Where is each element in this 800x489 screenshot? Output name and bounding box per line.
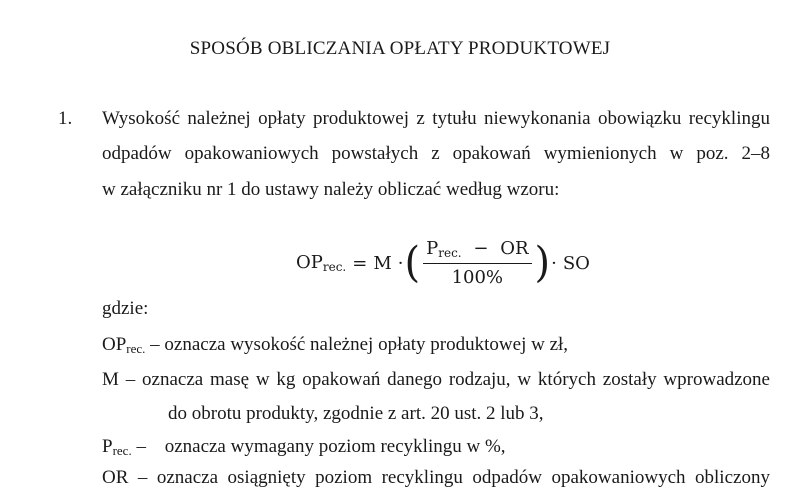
word: odpadów (102, 143, 172, 164)
word: 2–8 (741, 143, 770, 164)
word: tytułu (432, 108, 477, 129)
formula-equals: = (352, 252, 368, 274)
word: recyklingu (688, 108, 770, 129)
word: kg (276, 369, 296, 390)
word: opakowań (302, 369, 381, 390)
formula-close-paren: ) (534, 238, 551, 288)
word: poziom (315, 467, 373, 488)
word: M (102, 369, 119, 390)
word: zostały (602, 369, 657, 390)
word: osiągnięty (227, 467, 306, 488)
word: obliczony (695, 467, 770, 488)
word: wprowadzone (663, 369, 770, 390)
word: Wysokość (102, 108, 181, 129)
word: OR (102, 467, 129, 488)
formula-numerator: $P_{rec.}$ − OR (423, 238, 531, 264)
document-title: SPOSÓB OBLICZANIA OPŁATY PRODUKTOWEJ (189, 38, 611, 59)
formula-so: SO (562, 252, 590, 274)
word: opakowaniowych (184, 143, 319, 164)
word: masę (210, 369, 250, 390)
word: wymienionych (543, 143, 657, 164)
definition-op: $OP_{rec.}$ – oznacza wysokość należnej opłaty produktowej w zł, (102, 334, 569, 356)
word: powstałych (331, 143, 419, 164)
word: poz. (696, 143, 729, 164)
formula-denominator: 100% (451, 267, 504, 288)
word: opakowaniowych (551, 467, 686, 488)
word: z (431, 143, 440, 164)
word: odpadów (472, 467, 543, 488)
word: oznacza (156, 467, 219, 488)
word: rodzaju, (448, 369, 511, 390)
definition-p: $P_{rec.}$ – oznacza wymagany poziom recyklingu w %, (102, 436, 506, 458)
word: danego (387, 369, 443, 390)
word: w (517, 369, 532, 390)
paragraph-line-3: w załączniku nr 1 do ustawy należy obliczać według wzoru: (102, 179, 560, 200)
paragraph-line-2 (102, 143, 770, 165)
paragraph-line-1 (102, 108, 770, 130)
word: – (137, 467, 148, 488)
formula-open-paren: ( (404, 238, 421, 288)
word: należnej (187, 108, 251, 129)
word: oznacza (142, 369, 204, 390)
definition-m-line-1 (102, 369, 770, 391)
definition-m-line-2: do obrotu produkty, zgodnie z art. 20 ust. 2 lub 3, (168, 403, 544, 424)
word: produktowej (312, 108, 410, 129)
word: których (537, 369, 596, 390)
item-number: 1. (58, 108, 73, 129)
word: opakowań (452, 143, 531, 164)
word: w (669, 143, 684, 164)
word: obowiązku (597, 108, 682, 129)
formula-fraction (423, 238, 531, 288)
word: opłaty (258, 108, 306, 129)
definition-or-line-1 (102, 467, 770, 489)
where-label: gdzie: (102, 298, 149, 319)
formula-lhs: $OP_{rec.}$ (296, 252, 347, 274)
formula-m: M (373, 252, 392, 274)
word: w (255, 369, 270, 390)
formula-dot: · (551, 252, 557, 274)
formula-dot: · (397, 252, 404, 274)
word: – (125, 369, 136, 390)
formula (296, 238, 590, 288)
word: recyklingu (381, 467, 463, 488)
word: z (416, 108, 425, 129)
word: niewykonania (483, 108, 591, 129)
